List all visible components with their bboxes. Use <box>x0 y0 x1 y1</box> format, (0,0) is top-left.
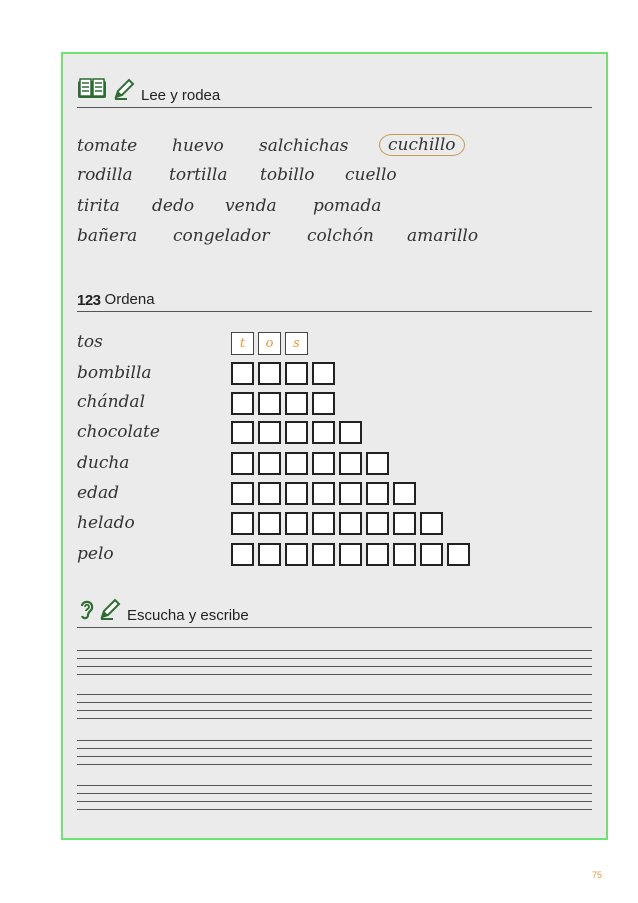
answer-boxes <box>231 482 420 505</box>
letter-box[interactable] <box>231 452 254 475</box>
letter-box[interactable] <box>258 362 281 385</box>
letter-box[interactable] <box>285 543 308 566</box>
word[interactable]: venda <box>225 196 277 216</box>
word[interactable]: tobillo <box>260 165 315 185</box>
letter-box[interactable] <box>285 482 308 505</box>
letter-box[interactable] <box>339 421 362 444</box>
letter-box[interactable] <box>312 421 335 444</box>
letter-box[interactable] <box>312 543 335 566</box>
word[interactable]: huevo <box>172 136 224 156</box>
letter-box[interactable] <box>258 452 281 475</box>
ordena-word: helado <box>77 513 135 533</box>
letter-box[interactable] <box>366 543 389 566</box>
word[interactable]: colchón <box>307 226 374 246</box>
pencil-icon <box>99 598 121 625</box>
letter-box[interactable] <box>339 452 362 475</box>
numbers-icon: 123 <box>77 292 101 309</box>
letter-box[interactable] <box>231 392 254 415</box>
letter-box[interactable] <box>258 392 281 415</box>
ordena-word: ducha <box>77 453 130 473</box>
answer-boxes <box>231 543 474 566</box>
letter-box[interactable] <box>393 543 416 566</box>
letter-box[interactable] <box>339 482 362 505</box>
worksheet-frame <box>61 52 608 840</box>
ordena-word: chocolate <box>77 422 160 442</box>
answer-boxes <box>231 421 366 444</box>
word[interactable]: tortilla <box>169 165 228 185</box>
letter-box[interactable] <box>231 421 254 444</box>
letter-box[interactable] <box>447 543 470 566</box>
letter-box[interactable] <box>312 452 335 475</box>
word[interactable]: tirita <box>77 196 120 216</box>
letter-box[interactable] <box>420 512 443 535</box>
writing-lines[interactable] <box>77 785 592 817</box>
word[interactable]: salchichas <box>259 136 349 156</box>
letter-box[interactable] <box>393 512 416 535</box>
letter-box[interactable] <box>285 512 308 535</box>
ear-icon <box>77 598 95 625</box>
letter-box[interactable] <box>258 543 281 566</box>
section-ordena-header <box>77 286 592 312</box>
pencil-icon <box>113 78 135 105</box>
letter-box[interactable] <box>231 543 254 566</box>
letter-box[interactable] <box>231 362 254 385</box>
section-lee-header <box>77 82 592 108</box>
answer-boxes <box>231 452 393 475</box>
writing-lines[interactable] <box>77 694 592 726</box>
word[interactable]: rodilla <box>77 165 133 185</box>
word[interactable]: congelador <box>173 226 270 246</box>
letter-box[interactable]: o <box>258 332 281 355</box>
word[interactable]: dedo <box>152 196 195 216</box>
letter-box[interactable] <box>285 392 308 415</box>
section-lee-title: Lee y rodea <box>141 87 221 104</box>
letter-box[interactable] <box>285 362 308 385</box>
letter-box[interactable] <box>231 512 254 535</box>
letter-box[interactable] <box>312 482 335 505</box>
letter-box[interactable] <box>258 512 281 535</box>
word[interactable]: pomada <box>313 196 382 216</box>
section-escucha-title: Escucha y escribe <box>127 607 249 624</box>
letter-box[interactable]: t <box>231 332 254 355</box>
word[interactable]: amarillo <box>407 226 479 246</box>
word[interactable]: cuello <box>345 165 397 185</box>
circled-word[interactable]: cuchillo <box>379 134 465 156</box>
ordena-word: chándal <box>77 392 146 412</box>
writing-lines[interactable] <box>77 650 592 682</box>
letter-box[interactable] <box>366 482 389 505</box>
writing-lines[interactable] <box>77 740 592 772</box>
answer-boxes <box>231 392 339 415</box>
word[interactable]: tomate <box>77 136 138 156</box>
ordena-word: tos <box>77 332 103 352</box>
answer-boxes <box>231 512 447 535</box>
answer-boxes <box>231 362 339 385</box>
letter-box[interactable] <box>420 543 443 566</box>
letter-box[interactable] <box>285 421 308 444</box>
section-ordena-title: Ordena <box>104 291 155 308</box>
ordena-word: edad <box>77 483 119 503</box>
ordena-word: bombilla <box>77 363 152 383</box>
letter-box[interactable] <box>258 421 281 444</box>
letter-box[interactable] <box>231 482 254 505</box>
letter-box[interactable] <box>366 512 389 535</box>
letter-box[interactable] <box>339 512 362 535</box>
letter-box[interactable] <box>393 482 416 505</box>
letter-box[interactable] <box>312 512 335 535</box>
letter-box[interactable] <box>258 482 281 505</box>
letter-box[interactable] <box>285 452 308 475</box>
letter-box[interactable] <box>366 452 389 475</box>
letter-box[interactable] <box>339 543 362 566</box>
answer-boxes <box>231 332 312 355</box>
letter-box[interactable]: s <box>285 332 308 355</box>
ordena-word: pelo <box>77 544 114 564</box>
section-escucha-header <box>77 602 592 628</box>
letter-box[interactable] <box>312 362 335 385</box>
book-icon <box>77 78 107 105</box>
page-number: 75 <box>592 870 603 880</box>
letter-box[interactable] <box>312 392 335 415</box>
word[interactable]: bañera <box>77 226 138 246</box>
